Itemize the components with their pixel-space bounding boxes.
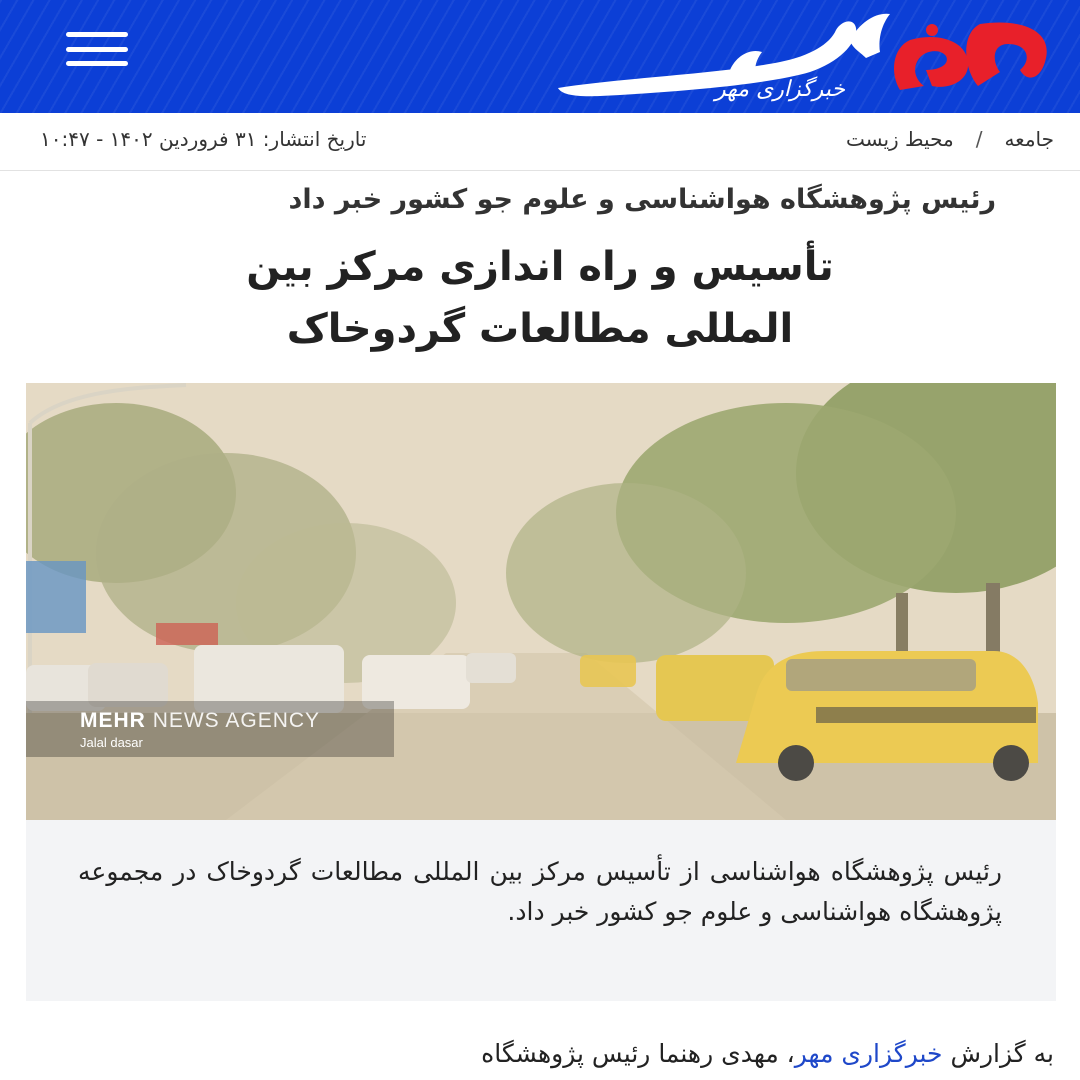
- article-meta-bar: [0, 113, 1080, 171]
- mehr-news-link[interactable]: خبرگزاری مهر: [794, 1039, 943, 1068]
- article-title-line-1: تأسیس و راه اندازی مرکز بین: [246, 244, 834, 290]
- article-supertitle: رئیس پژوهشگاه هواشناسی و علوم جو کشور خبر داد: [288, 184, 996, 215]
- site-header: [0, 0, 1080, 113]
- article-title: [80, 236, 1000, 360]
- logo-subtitle: خبرگزاری مهر: [714, 77, 846, 102]
- watermark-brand: MEHR: [80, 709, 146, 732]
- breadcrumb-item-environment[interactable]: محیط زیست: [845, 127, 954, 151]
- body-prefix: به گزارش: [950, 1039, 1054, 1068]
- article-photo[interactable]: [26, 383, 1056, 820]
- hamburger-menu-icon[interactable]: [66, 32, 128, 66]
- article-body-paragraph: [24, 1034, 1054, 1074]
- article-lead-text: رئیس پژوهشگاه هواشناسی از تأسیس مرکز بین المللی مطالعات گردوخاک در مجموعه پژوهشگاه هواشناسی و علوم جو کشور خبر داد.: [78, 857, 1002, 926]
- breadcrumb-item-society[interactable]: جامعه: [1004, 127, 1054, 151]
- breadcrumb: [846, 127, 1054, 151]
- body-suffix: ، مهدی رهنما رئیس پژوهشگاه: [481, 1039, 795, 1068]
- watermark-agency: NEWS AGENCY: [152, 709, 321, 732]
- article-lead-box: [26, 820, 1056, 1001]
- article-title-line-2: المللی مطالعات گردوخاک: [286, 306, 794, 352]
- breadcrumb-separator: /: [975, 127, 983, 151]
- publish-date: تاریخ انتشار: ۳۱ فروردین ۱۴۰۲ - ۱۰:۴۷: [40, 127, 367, 151]
- photo-watermark: [26, 701, 394, 757]
- photo-credit: Jalal dasar: [80, 735, 143, 750]
- mehr-logo[interactable]: [480, 0, 1060, 113]
